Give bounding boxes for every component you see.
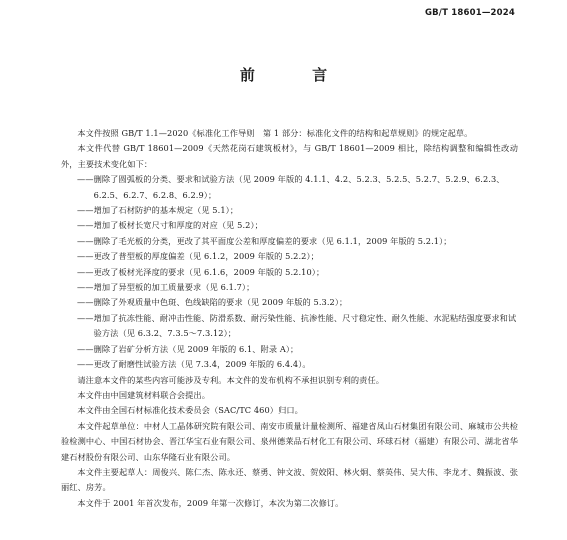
drafters-paragraph: 本文件主要起草人：周俊兴、陈仁杰、陈永还、蔡勇、钟文波、贺姣阳、林火炯、蔡英伟、吴大伟、李龙才、魏振波、张丽红、房芳。 [61, 466, 518, 493]
replace-paragraph: 本文件代替 GB/T 18601—2009《天然花岗石建筑板材》，与 GB/T 18601—2009 相比，除结构调整和编辑性改动外，主要技术变化如下： [61, 143, 518, 169]
change-text: 删除了毛光板的分类，更改了其平面度公差和厚度偏差的要求（见 6.1.1，2009 年版的 5.2.1）； [93, 235, 452, 246]
history-paragraph: 本文件于 2001 年首次发布，2009 年第一次修订，本次为第二次修订。 [77, 497, 344, 508]
change-item [61, 280, 518, 295]
change-item [61, 218, 518, 233]
dash-mark: —— [77, 205, 94, 216]
dash-mark: —— [77, 312, 94, 323]
drafting-units-paragraph: 本文件起草单位：中材人工晶体研究院有限公司、南安市质量计量检测所、福建省凤山石材集团有限公司、麻城市公共检验检测中心、中国石材协会、晋江华宝石业有限公司、泉州德莱品石材化工有限公司、环球石材（福建）有限公司、湖北省华建石材股份有限公司、山东华隆石业有限公司。 [61, 420, 518, 462]
foreword-body [61, 126, 518, 511]
page-title: 前 言 [239, 66, 354, 84]
change-text: 增加了抗冻性能、耐冲击性能、防滑系数、耐污染性能、抗渗性能、尺寸稳定性、耐久性能、水泥粘结强度要求和试验方法（见 6.3.2、7.3.5～7.3.12）； [93, 312, 517, 339]
change-item [61, 295, 518, 310]
change-text: 更改了耐磨性试验方法（见 7.3.4，2009 年版的 6.4.4）。 [93, 359, 311, 370]
change-item [61, 265, 518, 280]
committee-paragraph: 本文件由全国石材标准化技术委员会（SAC/TC 460）归口。 [77, 405, 303, 416]
change-text: 删除了外观质量中色斑、色线缺陷的要求（见 2009 年版的 5.3.2）； [93, 297, 348, 308]
dash-mark: —— [77, 343, 94, 354]
intro-paragraph: 本文件按照 GB/T 1.1—2020《标准化工作导则 第 1 部分：标准化文件的结构和起草规则》的规定起草。 [77, 128, 473, 138]
change-text: 删除了岩矿分析方法（见 2009 年版的 6.1、附录 A）； [93, 343, 299, 354]
dash-mark: —— [77, 235, 94, 246]
dash-mark: —— [77, 359, 94, 370]
change-text: 删除了圆弧板的分类、要求和试验方法（见 2009 年版的 4.1.1、4.2、5.2.3、5.2.5、5.2.7、5.2.9、6.2.3、6.2.5、6.2.7、6.2.8、6.2.9）； [93, 174, 505, 200]
change-item [61, 311, 518, 342]
patent-notice: 请注意本文件的某些内容可能涉及专利。本文件的发布机构不承担识别专利的责任。 [77, 374, 385, 385]
proposer-paragraph: 本文件由中国建筑材料联合会提出。 [77, 389, 210, 400]
dash-mark: —— [77, 297, 94, 308]
change-item [61, 234, 518, 249]
change-text: 增加了板材长宽尺寸和厚度的对应（见 5.2）； [93, 220, 263, 231]
dash-mark: —— [77, 282, 94, 293]
dash-mark: —— [77, 266, 94, 277]
change-item [61, 249, 518, 264]
standard-number: GB/T 18601—2024 [424, 8, 515, 18]
dash-mark: —— [77, 174, 94, 185]
change-text: 增加了异型板的加工质量要求（见 6.1.7）； [93, 282, 255, 293]
change-item [61, 357, 518, 372]
change-text: 增加了石材防护的基本规定（见 5.1）； [93, 205, 239, 216]
dash-mark: —— [77, 251, 94, 262]
change-text: 更改了普型板的厚度偏差（见 6.1.2，2009 年版的 5.2.2）； [93, 251, 319, 262]
dash-mark: —— [77, 220, 94, 231]
change-item [61, 203, 518, 218]
change-text: 更改了板材光泽度的要求（见 6.1.6，2009 年版的 5.2.10）； [93, 266, 325, 277]
change-item [61, 342, 518, 357]
change-item [61, 172, 518, 203]
